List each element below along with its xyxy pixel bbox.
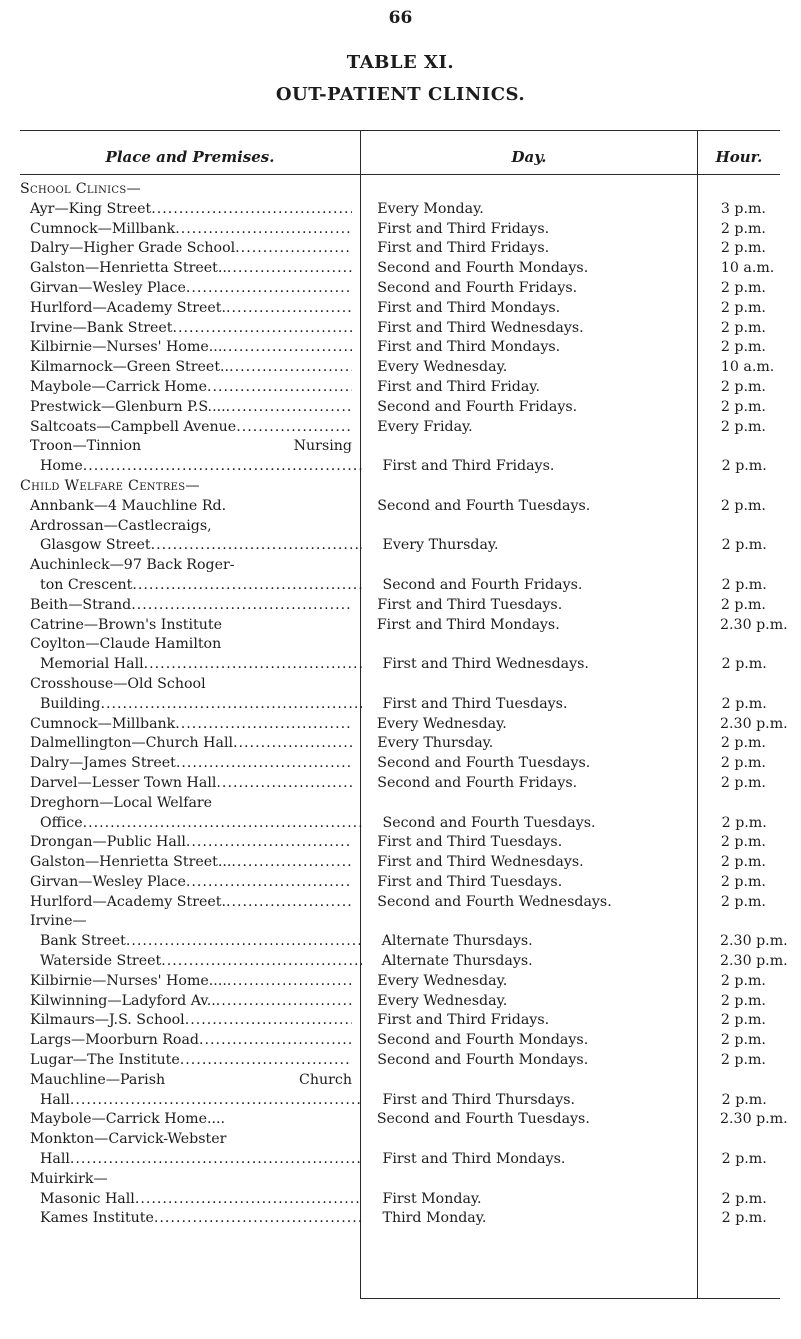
place-name: Crosshouse—Old School	[30, 675, 206, 692]
table-row	[20, 497, 780, 517]
place-name: Masonic Hall	[40, 1190, 135, 1207]
place-name: Coylton—Claude Hamilton	[30, 636, 222, 653]
clinic-day: First and Third Fridays.	[377, 1012, 550, 1029]
clinic-hour: 2 p.m.	[720, 596, 766, 613]
clinic-day: First and Third Fridays.	[382, 458, 555, 475]
clinic-hour: 2 p.m.	[721, 458, 767, 475]
place-name: Waterside Street	[40, 953, 162, 970]
clinic-hour: 2 p.m.	[720, 1052, 766, 1069]
place-name: Kilbirnie—Nurses' Home...	[30, 339, 223, 356]
clinic-day: Every Wednesday.	[377, 992, 508, 1009]
clinic-hour: 2.30 p.m.	[720, 953, 788, 970]
clinic-day: Every Thursday.	[382, 537, 499, 554]
clinic-day: Alternate Thursdays.	[381, 933, 533, 950]
table-row	[20, 1031, 780, 1051]
table-row	[20, 239, 780, 259]
table-row	[20, 338, 780, 358]
clinic-day: First Monday.	[382, 1190, 482, 1207]
dot-leader	[151, 536, 362, 556]
table-row	[20, 299, 780, 319]
clinic-day: First and Third Tuesdays.	[377, 596, 563, 613]
place-name: Building	[40, 695, 101, 712]
page-number: 66	[388, 8, 413, 28]
clinic-hour: 10 a.m.	[720, 359, 775, 376]
table-row	[20, 556, 780, 576]
place-name: Maybole—Carrick Home	[30, 378, 207, 395]
table-title: TABLE XI.	[346, 52, 455, 73]
place-name: Irvine—	[30, 913, 87, 930]
table-row	[20, 675, 780, 695]
table-row	[20, 437, 780, 457]
dot-leader	[222, 338, 352, 358]
clinic-day: Second and Fourth Fridays.	[377, 398, 578, 415]
place-name: Irvine—Bank Street	[30, 319, 173, 336]
clinic-day: Every Wednesday.	[377, 972, 508, 989]
dot-leader	[207, 378, 352, 398]
dot-leader	[83, 457, 362, 477]
dot-leader	[175, 715, 352, 735]
table-row	[20, 873, 780, 893]
clinic-hour: 10 a.m.	[720, 260, 775, 277]
table-row	[20, 1071, 780, 1091]
clinic-hour: 2 p.m.	[720, 220, 766, 237]
place-name: Cumnock—Millbank	[30, 715, 176, 732]
place-name: Hall	[40, 1151, 70, 1168]
dot-leader	[176, 754, 352, 774]
place-name: Cumnock—Millbank	[30, 220, 176, 237]
clinic-hour: 2 p.m.	[720, 1012, 766, 1029]
clinic-day: First and Third Tuesdays.	[382, 695, 568, 712]
clinic-hour: 2 p.m.	[720, 279, 766, 296]
place-name: Home	[40, 458, 83, 475]
place-name: Office	[40, 814, 83, 831]
table-row	[20, 1091, 780, 1111]
child-welfare-list-a	[20, 715, 788, 794]
clinic-day: Second and Fourth Fridays.	[377, 279, 578, 296]
dot-leader	[186, 833, 352, 853]
dot-leader	[231, 853, 352, 873]
dot-leader	[227, 259, 352, 279]
place-name: Glasgow Street	[40, 537, 151, 554]
table-row	[20, 220, 780, 240]
dot-leader	[132, 576, 362, 596]
clinic-hour: 2 p.m.	[720, 339, 766, 356]
clinic-day: First and Third Tuesdays.	[377, 873, 563, 890]
place-name: Kilmarnock—Green Street..	[30, 359, 230, 376]
dot-leader	[83, 814, 362, 834]
section-heading-child-welfare: Child Welfare Centres—	[20, 477, 200, 494]
dot-leader	[227, 972, 352, 992]
dot-leader	[70, 1150, 362, 1170]
dot-leader	[161, 952, 362, 972]
place-name: Kames Institute	[40, 1210, 154, 1227]
table-row	[20, 200, 780, 220]
place-name: Prestwick—Glenburn P.S....	[30, 398, 226, 415]
header-hour: Hour.	[715, 148, 763, 166]
place-name: Troon—Tinnion	[30, 438, 142, 455]
place-name: Dalmellington—Church Hall	[30, 735, 234, 752]
place-name: Beith—Strand	[30, 596, 132, 613]
clinic-hour: 2.30 p.m.	[720, 715, 788, 732]
place-name: Dalry—Higher Grade School	[30, 240, 236, 257]
clinic-hour: 2 p.m.	[721, 656, 767, 673]
clinic-day: First and Third Mondays.	[382, 1151, 566, 1168]
clinic-day: Every Friday.	[377, 418, 473, 435]
table-row	[20, 972, 780, 992]
table-top-rule	[20, 130, 780, 131]
child-welfare-list-b	[20, 833, 780, 912]
table-row	[20, 912, 780, 932]
clinic-day: Second and Fourth Tuesdays.	[382, 814, 596, 831]
dot-leader	[70, 1091, 362, 1111]
clinic-hour: 2 p.m.	[721, 1091, 767, 1108]
place-name: Hurlford—Academy Street.	[30, 299, 226, 316]
clinic-hour: 2 p.m.	[720, 755, 766, 772]
clinic-hour: 2 p.m.	[720, 497, 766, 514]
clinic-day: First and Third Wednesdays.	[382, 656, 589, 673]
clinic-day: Second and Fourth Mondays.	[377, 260, 589, 277]
table-row	[20, 794, 780, 814]
place-name: Maybole—Carrick Home....	[30, 1111, 226, 1128]
table-row	[20, 655, 780, 675]
table-row	[20, 596, 780, 616]
clinic-day: Second and Fourth Tuesdays.	[377, 497, 591, 514]
table-row	[20, 715, 788, 735]
clinic-hour: 2 p.m.	[720, 398, 766, 415]
table-row	[20, 853, 780, 873]
table-row	[20, 1190, 780, 1210]
place-name: Girvan—Wesley Place	[30, 873, 186, 890]
dot-leader	[135, 1190, 362, 1210]
table-row	[20, 457, 780, 477]
place-name: Largs—Moorburn Road	[30, 1032, 200, 1049]
table-row	[20, 1110, 788, 1130]
table-row	[20, 418, 780, 438]
table-subtitle: OUT-PATIENT CLINICS.	[275, 84, 526, 105]
table-row	[20, 734, 780, 754]
table-row	[20, 932, 788, 952]
clinic-day: Second and Fourth Fridays.	[377, 774, 578, 791]
clinic-hour: 2.30 p.m.	[720, 1111, 788, 1128]
table-row	[20, 774, 780, 794]
place-name: Auchinleck—97 Back Roger-	[30, 557, 235, 574]
clinic-day: First and Third Thursdays.	[382, 1091, 576, 1108]
clinic-day: Third Monday.	[382, 1210, 487, 1227]
place-name: Lugar—The Institute	[30, 1052, 180, 1069]
place-name: Girvan—Wesley Place	[30, 279, 186, 296]
clinic-hour: 2 p.m.	[720, 992, 766, 1009]
clinic-hour: 2 p.m.	[720, 735, 766, 752]
clinic-day: Second and Fourth Fridays.	[382, 576, 583, 593]
place-name: Monkton—Carvick-Webster	[30, 1131, 227, 1148]
place-name: Darvel—Lesser Town Hall	[30, 774, 217, 791]
clinic-day: First and Third Mondays.	[377, 299, 561, 316]
clinic-day: Second and Fourth Mondays.	[377, 1052, 589, 1069]
clinic-hour: 2 p.m.	[721, 576, 767, 593]
dot-leader	[216, 774, 352, 794]
table-row	[20, 1150, 780, 1170]
clinic-day: First and Third Tuesdays.	[377, 834, 563, 851]
section-row	[20, 180, 780, 200]
place-name: Galston—Henrietta Street..	[30, 260, 227, 277]
clinic-day: Second and Fourth Tuesdays.	[377, 755, 591, 772]
clinic-day: First and Third Wednesdays.	[377, 319, 584, 336]
dot-leader	[151, 200, 352, 220]
child-welfare-list-c	[20, 972, 780, 1071]
place-name: Annbank—4 Mauchline Rd.	[30, 497, 227, 514]
place-name: Muirkirk—	[30, 1170, 108, 1187]
school-clinics-list	[20, 200, 780, 438]
clinic-day: Second and Fourth Mondays.	[377, 1032, 589, 1049]
place-name: Drongan—Public Hall	[30, 834, 186, 851]
clinic-hour: 2 p.m.	[720, 972, 766, 989]
table-row	[20, 992, 780, 1012]
table-row	[20, 576, 780, 596]
dot-leader	[144, 655, 362, 675]
place-name: Catrine—Brown's Institute	[30, 616, 222, 633]
table-row	[20, 279, 780, 299]
clinic-hour: 2 p.m.	[720, 1032, 766, 1049]
table-row	[20, 1130, 780, 1150]
clinic-day: Every Thursday.	[377, 735, 494, 752]
table-row	[20, 1011, 780, 1031]
clinic-hour: 2 p.m.	[720, 418, 766, 435]
place-name: Church	[299, 1071, 352, 1088]
dot-leader	[226, 299, 352, 319]
clinic-hour: 2 p.m.	[720, 319, 766, 336]
clinic-hour: 2 p.m.	[720, 299, 766, 316]
dot-leader	[131, 596, 352, 616]
place-name: Dreghorn—Local Welfare	[30, 794, 213, 811]
clinic-day: Every Monday.	[377, 200, 484, 217]
clinic-hour: 2 p.m.	[721, 695, 767, 712]
place-name: Nursing	[293, 438, 352, 455]
clinic-hour: 2 p.m.	[720, 240, 766, 257]
dot-leader	[216, 992, 352, 1012]
table-row	[20, 358, 780, 378]
dot-leader	[199, 1031, 352, 1051]
place-name: Galston—Henrietta Street...	[30, 854, 232, 871]
clinic-hour: 2 p.m.	[721, 1190, 767, 1207]
header-bottom-rule	[20, 174, 780, 175]
dot-leader	[126, 932, 362, 952]
dot-leader	[186, 279, 352, 299]
table-row	[20, 754, 780, 774]
table-row	[20, 1051, 780, 1071]
dot-leader	[226, 893, 352, 913]
table-row	[20, 1209, 780, 1229]
table-row	[20, 833, 780, 853]
clinic-hour: 2 p.m.	[721, 1151, 767, 1168]
clinic-hour: 2.30 p.m.	[720, 933, 788, 950]
section-heading-school-clinics: School Clinics—	[20, 181, 141, 197]
clinic-hour: 2 p.m.	[721, 1210, 767, 1227]
dot-leader	[154, 1209, 362, 1229]
clinic-day: First and Third Fridays.	[377, 220, 550, 237]
place-name: Memorial Hall	[40, 656, 144, 673]
table-row	[20, 398, 780, 418]
table-row	[20, 536, 780, 556]
place-name: Dalry—James Street	[30, 755, 176, 772]
place-name: Bank Street	[40, 933, 126, 950]
clinic-day: Second and Fourth Wednesdays.	[377, 893, 612, 910]
clinic-day: First and Third Friday.	[377, 378, 540, 395]
dot-leader	[100, 695, 362, 715]
place-name: Ayr—King Street	[30, 200, 152, 217]
place-name: Hurlford—Academy Street.	[30, 893, 226, 910]
clinic-hour: 2 p.m.	[720, 774, 766, 791]
table-row	[20, 517, 780, 537]
place-name: Mauchline—Parish	[30, 1071, 166, 1088]
place-name: Hall	[40, 1091, 70, 1108]
dot-leader	[175, 220, 352, 240]
table-row	[20, 635, 780, 655]
dot-leader	[229, 358, 352, 378]
table-row	[20, 814, 780, 834]
clinic-day: First and Third Mondays.	[377, 339, 561, 356]
table-row	[20, 952, 788, 972]
place-name: ton Crescent	[40, 576, 133, 593]
header-day: Day.	[511, 148, 547, 166]
clinic-day: Second and Fourth Tuesdays.	[376, 1111, 590, 1128]
clinic-day: Every Wednesday.	[377, 359, 508, 376]
table-row	[20, 695, 780, 715]
clinic-day: First and Third Fridays.	[377, 240, 550, 257]
clinic-rows	[20, 180, 788, 1229]
dot-leader	[186, 873, 352, 893]
clinic-day: Every Wednesday.	[376, 715, 507, 732]
place-name: Kilmaurs—J.S. School	[30, 1012, 185, 1029]
place-name: Ardrossan—Castlecraigs,	[30, 517, 212, 534]
clinic-hour: 2 p.m.	[720, 854, 766, 871]
table-bottom-rule	[360, 1298, 780, 1299]
dot-leader	[180, 1051, 352, 1071]
clinic-hour: 2 p.m.	[720, 893, 766, 910]
table-row	[20, 259, 780, 279]
clinic-hour: 2 p.m.	[721, 537, 767, 554]
table-row	[20, 1170, 780, 1190]
header-place: Place and Premises.	[105, 148, 275, 166]
clinic-day: First and Third Mondays.	[376, 616, 560, 633]
clinic-hour: 2 p.m.	[720, 873, 766, 890]
table-row	[20, 893, 780, 913]
dot-leader	[226, 398, 352, 418]
table-row	[20, 319, 780, 339]
dot-leader	[235, 239, 352, 259]
dot-leader	[185, 1011, 352, 1031]
clinic-day: First and Third Wednesdays.	[377, 854, 584, 871]
dot-leader	[173, 319, 353, 339]
clinic-hour: 2 p.m.	[720, 834, 766, 851]
place-name: Kilbirnie—Nurses' Home....	[30, 972, 227, 989]
clinic-hour: 2 p.m.	[720, 378, 766, 395]
table-row	[20, 616, 788, 636]
place-name: Saltcoats—Campbell Avenue	[30, 418, 237, 435]
table-row	[20, 378, 780, 398]
section-row	[20, 477, 780, 497]
clinic-hour: 2 p.m.	[721, 814, 767, 831]
dot-leader	[236, 418, 352, 438]
clinic-hour: 3 p.m.	[720, 200, 766, 217]
place-name: Kilwinning—Ladyford Av..	[30, 992, 216, 1009]
dot-leader	[233, 734, 352, 754]
clinic-hour: 2.30 p.m.	[720, 616, 788, 633]
clinic-day: Alternate Thursdays.	[381, 953, 533, 970]
